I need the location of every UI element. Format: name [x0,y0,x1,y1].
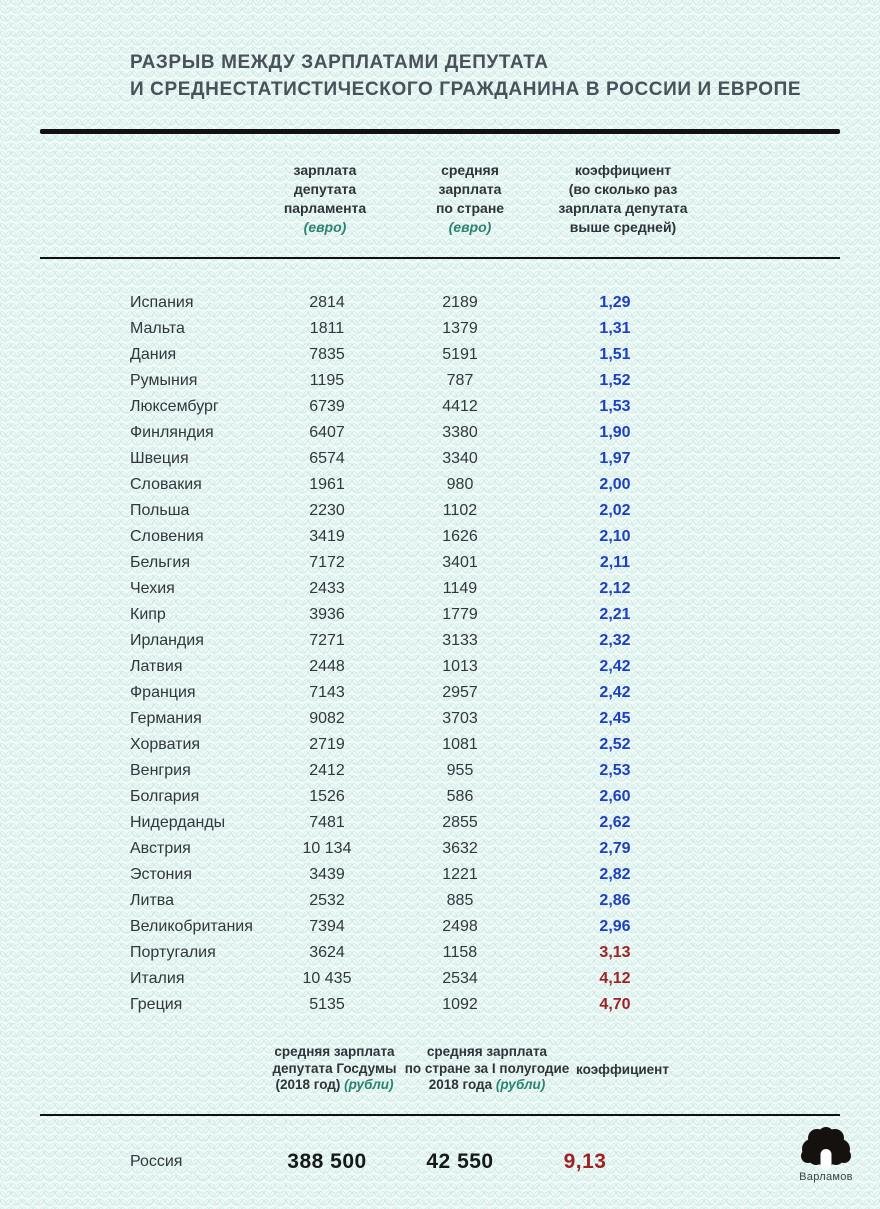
coefficient: 2,52 [599,736,631,753]
deputy-salary: 6739 [309,398,345,415]
deputy-salary: 2719 [309,736,345,753]
header-line: по стране [435,200,505,216]
table-row [0,290,880,316]
average-salary: 2189 [442,294,478,311]
average-salary: 1379 [442,320,478,337]
deputy-salary: 1811 [309,320,345,337]
table-row [0,992,880,1018]
average-salary: 955 [446,762,474,779]
deputy-salary: 2230 [309,502,345,519]
country-name: Португалия [130,944,216,961]
average-salary: 885 [446,892,474,909]
country-name: Чехия [130,580,175,597]
country-name: Германия [130,710,202,727]
coefficient: 2,42 [599,684,631,701]
country-name: Словакия [130,476,202,493]
coefficient: 2,12 [599,580,631,597]
average-salary: 1626 [442,528,478,545]
header-year: (2018 год) [275,1077,341,1092]
header-line: парламента [283,200,367,216]
country-name: Ирландия [130,632,204,649]
table-row [0,628,880,654]
deputy-salary: 1195 [309,372,345,389]
table-row [0,732,880,758]
average-salary: 1149 [442,580,478,597]
average-salary: 3401 [442,554,478,571]
column-header-russia-coefficient [540,1044,705,1079]
table-row [0,940,880,966]
country-name: Россия [130,1153,183,1170]
average-salary: 5191 [442,346,478,363]
deputy-salary: 3419 [309,528,345,545]
coefficient: 2,62 [599,814,631,831]
table-row [0,706,880,732]
average-salary: 2957 [442,684,478,701]
header-line: средняя зарплата [274,1044,395,1059]
country-name: Италия [130,970,185,987]
table-row [0,784,880,810]
deputy-salary: 1961 [309,476,345,493]
average-salary: 1081 [442,736,478,753]
header-line: по стране за I полугодие [404,1060,570,1076]
table-row [0,576,880,602]
table-row [0,420,880,446]
coefficient: 1,31 [599,320,631,337]
country-name: Франция [130,684,196,701]
page-title-line1: РАЗРЫВ МЕЖДУ ЗАРПЛАТАМИ ДЕПУТАТА [130,52,549,73]
average-salary: 586 [446,788,474,805]
russia-row [0,1146,880,1178]
country-name: Латвия [130,658,183,675]
coefficient: 4,12 [599,970,631,987]
logo-text: Варламов [799,1171,853,1183]
country-name: Нидерданды [130,814,226,831]
table-row [0,966,880,992]
average-salary: 3632 [442,840,478,857]
column-header-deputy-salary [250,161,400,237]
country-name: Люксембург [130,398,219,415]
table-row [0,472,880,498]
table-row [0,550,880,576]
country-name: Венгрия [130,762,191,779]
average-salary: 3380 [442,424,478,441]
table-row [0,498,880,524]
header-line: депутата [293,181,357,197]
deputy-salary: 2814 [309,294,345,311]
average-salary: 2855 [442,814,478,831]
average-salary: 1158 [442,944,478,961]
deputy-salary: 2448 [309,658,345,675]
header-line: коэффициент [574,162,672,178]
deputy-salary: 7481 [309,814,345,831]
coefficient: 2,21 [599,606,631,623]
country-name: Румыния [130,372,198,389]
coefficient: 9,13 [563,1150,607,1173]
column-header-average-salary [395,161,545,237]
deputy-salary: 388 500 [287,1150,367,1173]
coefficient: 1,29 [599,294,631,311]
table-row [0,680,880,706]
table-row [0,914,880,940]
deputy-salary: 7271 [309,632,345,649]
coefficient: 2,42 [599,658,631,675]
table-row [0,836,880,862]
coefficient: 2,02 [599,502,631,519]
table-row [0,316,880,342]
header-line: зарплата депутата [558,200,688,216]
deputy-salary: 6574 [309,450,345,467]
title-divider [40,129,840,134]
header-line: средняя зарплата [426,1044,548,1059]
country-name: Швеция [130,450,189,467]
coefficient: 4,70 [599,996,631,1013]
table-row [0,862,880,888]
coefficient: 1,97 [599,450,631,467]
header-line: зарплата [438,181,502,197]
coefficient: 1,51 [599,346,631,363]
page-title-line2: И СРЕДНЕСТАТИСТИЧЕСКОГО ГРАЖДАНИНА В РОССИИ И ЕВРОПЕ [130,79,802,100]
average-salary: 980 [446,476,474,493]
table-row [0,758,880,784]
coefficient: 2,11 [599,554,631,571]
coefficient: 3,13 [599,944,631,961]
coefficient: 1,52 [599,372,631,389]
coefficient: 2,53 [599,762,631,779]
average-salary: 3133 [442,632,478,649]
header-divider [40,257,840,259]
deputy-salary: 10 134 [302,840,352,857]
table-row [0,888,880,914]
deputy-salary: 3624 [309,944,345,961]
country-name: Хорватия [130,736,201,753]
country-name: Испания [130,294,194,311]
deputy-salary: 6407 [309,424,345,441]
country-name: Мальта [130,320,185,337]
average-salary: 1221 [442,866,478,883]
coefficient: 2,96 [599,918,631,935]
table-row [0,524,880,550]
europe-table [0,290,880,1018]
country-name: Эстония [130,866,192,883]
average-salary: 3703 [442,710,478,727]
country-name: Кипр [130,606,166,623]
table-row [0,446,880,472]
header-line: коэффициент [576,1062,669,1077]
country-name: Болгария [130,788,200,805]
table-row [0,394,880,420]
varlamov-logo [789,1126,863,1183]
header-line: (во сколько раз [568,181,678,197]
country-name: Финляндия [130,424,214,441]
table-row [0,602,880,628]
average-salary: 1013 [442,658,478,675]
average-salary: 1102 [442,502,478,519]
average-salary: 787 [446,372,474,389]
average-salary: 4412 [442,398,478,415]
coefficient: 2,60 [599,788,631,805]
header-line: средняя [441,162,499,178]
coefficient: 2,45 [599,710,631,727]
table-row [0,368,880,394]
deputy-salary: 10 435 [302,970,352,987]
deputy-salary: 2412 [309,762,345,779]
deputy-salary: 5135 [309,996,345,1013]
average-salary: 1779 [442,606,478,623]
average-salary: 2534 [442,970,478,987]
header-line: выше средней) [569,219,677,235]
country-name: Австрия [130,840,191,857]
deputy-salary: 7394 [309,918,345,935]
country-name: Греция [130,996,183,1013]
unit-euro-label: (евро) [448,219,492,235]
unit-rubles-label: (рубли) [495,1077,546,1092]
header-line [387,1077,587,1094]
country-name: Дания [130,346,177,363]
country-name: Словения [130,528,204,545]
header-line: зарплата [293,162,357,178]
deputy-salary: 1526 [309,788,345,805]
coefficient: 2,32 [599,632,631,649]
coefficient: 2,10 [599,528,631,545]
country-name: Польша [130,502,190,519]
deputy-salary: 3439 [309,866,345,883]
deputy-salary: 2433 [309,580,345,597]
average-salary: 1092 [442,996,478,1013]
country-name: Литва [130,892,174,909]
header-year: 2018 года [428,1077,493,1092]
unit-rubles-label: (рубли) [344,1077,394,1092]
country-name: Великобритания [130,918,253,935]
table-row [0,810,880,836]
coefficient: 2,00 [599,476,631,493]
unit-euro-label: (евро) [303,219,347,235]
table-row [0,654,880,680]
deputy-salary: 7143 [309,684,345,701]
afro-icon [797,1126,855,1170]
deputy-salary: 9082 [309,710,345,727]
coefficient: 2,79 [599,840,631,857]
average-salary: 3340 [442,450,478,467]
header-line: депутата Госдумы [272,1060,397,1076]
column-header-coefficient [538,161,708,237]
coefficient: 1,90 [599,424,631,441]
deputy-salary: 3936 [309,606,345,623]
deputy-salary: 2532 [309,892,345,909]
average-salary: 2498 [442,918,478,935]
deputy-salary: 7835 [309,346,345,363]
page-title [130,49,801,103]
deputy-salary: 7172 [309,554,345,571]
average-salary: 42 550 [426,1150,494,1173]
country-name: Бельгия [130,554,190,571]
coefficient: 1,53 [599,398,631,415]
coefficient: 2,86 [599,892,631,909]
table-row [0,342,880,368]
russia-divider [40,1114,840,1116]
coefficient: 2,82 [599,866,631,883]
